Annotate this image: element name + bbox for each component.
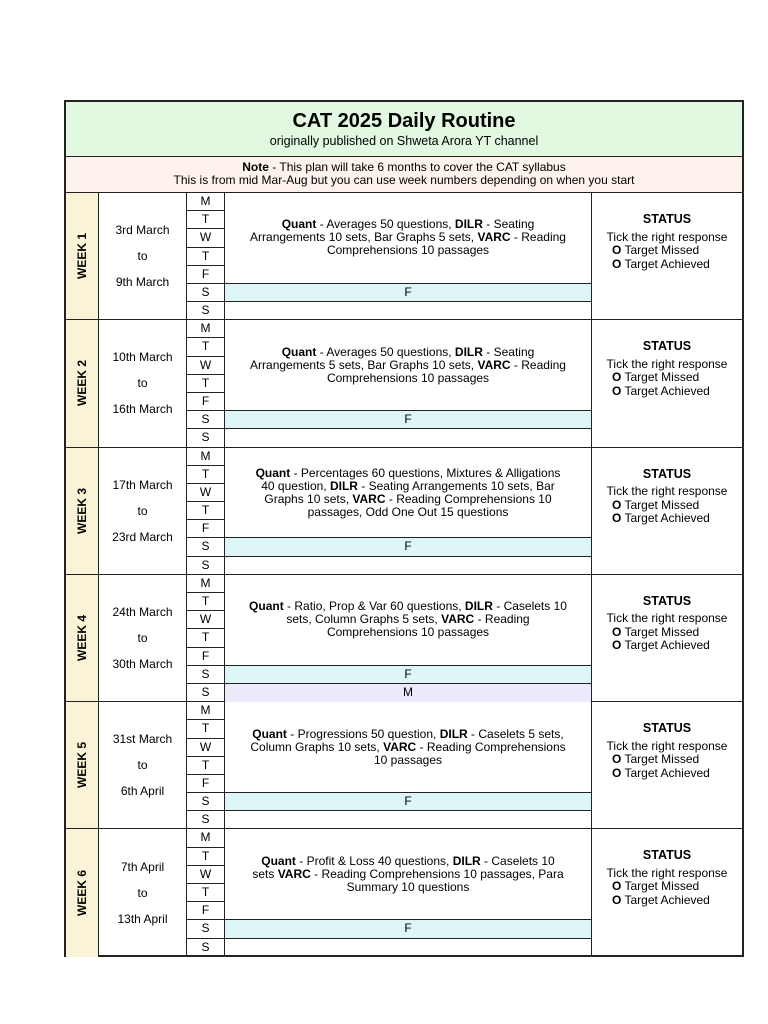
date-from: 24th March <box>112 605 173 620</box>
day-cell: F <box>187 648 224 666</box>
day-cell: S <box>201 939 210 954</box>
task-subject: Quant <box>255 465 291 480</box>
day-cell: T <box>187 720 224 738</box>
task-subject: VARC <box>277 866 311 881</box>
weekday-task <box>225 575 591 666</box>
weekday-task <box>225 448 591 539</box>
option-bullet: O <box>612 765 622 780</box>
day-cell: T <box>187 848 224 866</box>
task-text: - Reading Comprehensions 10 passages, Para Summary 10 questions <box>310 866 564 894</box>
weekday-task <box>225 320 591 411</box>
task-column <box>225 575 592 701</box>
status-instruction: Tick the right response <box>606 229 728 244</box>
sunday-task <box>225 557 591 575</box>
status-option-achieved[interactable] <box>592 512 742 526</box>
day-cell: S <box>187 666 224 684</box>
weekday-task <box>225 193 591 284</box>
week-block <box>66 702 742 829</box>
status-instruction: Tick the right response <box>606 484 728 499</box>
status-instruction: Tick the right response <box>606 356 728 371</box>
week-label-cell <box>66 448 99 574</box>
status-option-missed[interactable] <box>592 626 742 640</box>
week-label: WEEK 5 <box>75 742 89 789</box>
day-cell: S <box>187 284 224 302</box>
weekday-task <box>225 829 591 920</box>
option-bullet: O <box>612 383 622 398</box>
date-from: 17th March <box>112 477 173 492</box>
date-range <box>99 193 187 319</box>
date-to-word: to <box>137 249 148 264</box>
task-subject: DILR <box>439 726 468 741</box>
task-subject: Quant <box>261 853 296 868</box>
day-cell: S <box>201 557 210 572</box>
option-bullet: O <box>612 511 622 526</box>
task-subject: DILR <box>452 853 481 868</box>
day-column <box>187 193 225 319</box>
saturday-task: F <box>225 538 591 556</box>
status-option-achieved[interactable] <box>592 639 742 653</box>
option-label: Target Missed <box>624 752 700 767</box>
task-subject: Quant <box>252 726 287 741</box>
saturday-task: F <box>225 666 591 684</box>
option-bullet: O <box>612 624 622 639</box>
option-label: Target Achieved <box>624 383 710 398</box>
task-text: - Reading Comprehensions 10 passages, Odd One Out 15 questions <box>307 491 552 519</box>
routine-sheet <box>64 100 744 957</box>
date-range <box>99 702 187 828</box>
option-bullet: O <box>612 892 622 907</box>
day-cell: M <box>187 829 224 847</box>
status-cell <box>592 448 742 574</box>
day-cell: S <box>201 303 210 318</box>
option-bullet: O <box>612 370 622 385</box>
task-text: - Percentages 60 questions, Mixtures & Alligations 40 question, <box>261 465 561 493</box>
task-text: - Reading Comprehensions 10 passages <box>326 230 566 258</box>
task-text: - Averages 50 questions, <box>316 217 455 232</box>
week-label: WEEK 6 <box>75 870 89 917</box>
task-subject: VARC <box>441 612 475 627</box>
status-option-achieved[interactable] <box>592 385 742 399</box>
date-from: 31st March <box>112 732 173 747</box>
task-subject: VARC <box>477 230 511 245</box>
date-to: 30th March <box>112 657 173 672</box>
status-title: STATUS <box>642 721 692 736</box>
task-text: - Caselets 10 sets <box>252 853 555 881</box>
task-text: - Averages 50 questions, <box>316 344 455 359</box>
week-label-cell <box>66 193 99 319</box>
task-text: - Ratio, Prop & Var 60 questions, <box>283 599 465 614</box>
status-instruction: Tick the right response <box>606 611 728 626</box>
status-title: STATUS <box>642 593 692 608</box>
day-cell: F <box>187 902 224 920</box>
task-subject: DILR <box>454 344 483 359</box>
option-label: Target Missed <box>624 624 700 639</box>
week-label: WEEK 2 <box>75 360 89 407</box>
page-title: CAT 2025 Daily Routine <box>292 110 516 132</box>
day-cell: W <box>187 611 224 629</box>
day-cell: F <box>187 520 224 538</box>
task-subject: DILR <box>454 217 483 232</box>
note-text-1: - This plan will take 6 months to cover the CAT syllabus <box>268 160 566 174</box>
day-cell: W <box>187 484 224 502</box>
task-subject: Quant <box>281 217 317 232</box>
date-from: 3rd March <box>115 223 170 238</box>
task-column <box>225 702 592 828</box>
date-range <box>99 448 187 574</box>
saturday-task: F <box>225 920 591 938</box>
task-text: - Seating Arrangements 5 sets, Bar Graphs 10 sets, <box>250 344 535 372</box>
day-cell: M <box>187 448 224 466</box>
week-block <box>66 320 742 447</box>
sunday-task <box>225 302 591 320</box>
date-range <box>99 575 187 701</box>
day-column <box>187 829 225 956</box>
day-cell: S <box>187 538 224 556</box>
option-label: Target Achieved <box>624 638 710 653</box>
day-cell: F <box>187 393 224 411</box>
day-cell: T <box>187 502 224 520</box>
status-cell <box>592 702 742 828</box>
option-bullet: O <box>612 256 622 271</box>
week-block <box>66 575 742 702</box>
task-subject: Quant <box>249 599 284 614</box>
day-cell: W <box>187 357 224 375</box>
status-option-missed[interactable] <box>592 880 742 894</box>
date-to-word: to <box>137 886 148 901</box>
status-cell <box>592 193 742 319</box>
day-cell: T <box>187 211 224 229</box>
task-subject: Quant <box>281 344 317 359</box>
week-block <box>66 193 742 320</box>
status-option-achieved[interactable] <box>592 767 742 781</box>
day-cell: S <box>187 411 224 429</box>
week-label: WEEK 1 <box>75 233 89 280</box>
day-column <box>187 320 225 446</box>
day-cell: T <box>187 248 224 266</box>
status-instruction: Tick the right response <box>606 865 728 880</box>
status-option-missed[interactable] <box>592 371 742 385</box>
saturday-task: F <box>225 284 591 302</box>
day-cell: T <box>187 375 224 393</box>
option-bullet: O <box>612 497 622 512</box>
day-cell: T <box>187 629 224 647</box>
week-label-cell <box>66 320 99 446</box>
option-bullet: O <box>612 879 622 894</box>
day-column <box>187 448 225 574</box>
day-cell: T <box>187 593 224 611</box>
task-text: - Caselets 5 sets, Column Graphs 10 sets, <box>250 726 564 754</box>
day-cell: F <box>187 266 224 284</box>
day-cell: W <box>187 866 224 884</box>
status-option-achieved[interactable] <box>592 894 742 908</box>
week-block <box>66 448 742 575</box>
status-option-missed[interactable] <box>592 753 742 767</box>
day-cell: M <box>187 575 224 593</box>
day-column <box>187 702 225 828</box>
note-label: Note <box>242 160 269 174</box>
sunday-task <box>225 811 591 829</box>
task-column <box>225 829 592 956</box>
week-label: WEEK 3 <box>75 487 89 534</box>
status-title: STATUS <box>642 339 692 354</box>
date-to-word: to <box>137 758 148 773</box>
task-subject: DILR <box>464 599 493 614</box>
sunday-task: M <box>225 684 591 702</box>
title-box <box>66 102 742 157</box>
day-cell: S <box>187 920 224 938</box>
task-text: - Reading Comprehensions 10 passages <box>326 357 566 385</box>
day-cell: W <box>187 739 224 757</box>
day-cell: S <box>201 684 210 699</box>
sunday-task <box>225 939 591 957</box>
task-text: - Reading Comprehensions 10 passages <box>373 739 566 767</box>
status-option-achieved[interactable] <box>592 258 742 272</box>
week-label-cell <box>66 575 99 701</box>
day-cell: S <box>201 812 210 827</box>
status-option-missed[interactable] <box>592 499 742 513</box>
task-subject: VARC <box>383 739 417 754</box>
status-title: STATUS <box>642 848 692 863</box>
task-subject: DILR <box>329 478 358 493</box>
day-cell: M <box>187 193 224 211</box>
day-cell: F <box>187 775 224 793</box>
option-bullet: O <box>612 638 622 653</box>
task-text: - Seating Arrangements 10 sets, Bar Graphs 10 sets, <box>264 478 555 506</box>
option-bullet: O <box>612 752 622 767</box>
day-cell: M <box>187 702 224 720</box>
date-to: 16th March <box>112 402 173 417</box>
task-column <box>225 193 592 319</box>
option-label: Target Missed <box>624 370 700 385</box>
date-to: 13th April <box>117 912 168 927</box>
sunday-task <box>225 429 591 447</box>
option-bullet: O <box>612 243 622 257</box>
day-cell: W <box>187 229 224 247</box>
option-label: Target Achieved <box>624 765 710 780</box>
week-label-cell <box>66 702 99 828</box>
week-label-cell <box>66 829 99 956</box>
option-label: Target Missed <box>624 497 700 512</box>
option-label: Target Missed <box>624 879 700 894</box>
task-subject: VARC <box>477 357 511 372</box>
task-text: - Seating Arrangements 10 sets, Bar Graphs 5 sets, <box>250 217 535 245</box>
task-text: - Caselets 10 sets, Column Graphs 5 sets, <box>286 599 567 627</box>
status-title: STATUS <box>642 466 692 481</box>
task-text: - Progressions 50 question, <box>286 726 440 741</box>
day-cell: T <box>187 884 224 902</box>
option-label: Target Missed <box>624 243 700 257</box>
date-range <box>99 320 187 446</box>
status-title: STATUS <box>642 212 692 226</box>
option-label: Target Achieved <box>624 511 710 526</box>
status-instruction: Tick the right response <box>606 738 728 753</box>
day-cell: T <box>187 338 224 356</box>
option-label: Target Achieved <box>624 892 710 907</box>
date-from: 10th March <box>112 350 173 365</box>
day-cell: T <box>187 757 224 775</box>
week-label: WEEK 4 <box>75 615 89 662</box>
weeks-container <box>66 193 742 957</box>
task-subject: VARC <box>352 491 386 506</box>
date-to-word: to <box>137 503 148 518</box>
option-label: Target Achieved <box>624 256 710 271</box>
date-to-word: to <box>137 376 148 391</box>
saturday-task: F <box>225 793 591 811</box>
day-cell: S <box>201 430 210 445</box>
weekday-task <box>225 702 591 793</box>
day-column <box>187 575 225 701</box>
page-subtitle: originally published on Shweta Arora YT channel <box>269 134 539 148</box>
date-to: 6th April <box>120 784 165 799</box>
saturday-task: F <box>225 411 591 429</box>
date-range <box>99 829 187 956</box>
task-text: - Profit & Loss 40 questions, <box>295 853 453 868</box>
status-cell <box>592 320 742 446</box>
task-column <box>225 448 592 574</box>
status-option-missed[interactable] <box>592 244 742 258</box>
date-to: 23rd March <box>112 529 173 544</box>
task-text: - Reading Comprehensions 10 passages <box>326 612 530 640</box>
note-line-2: This is from mid Mar-Aug but you can use week numbers depending on when you start <box>173 173 635 187</box>
day-cell: M <box>187 320 224 338</box>
note-box <box>66 157 742 193</box>
week-block <box>66 829 742 956</box>
date-to-word: to <box>137 631 148 646</box>
status-cell <box>592 575 742 701</box>
day-cell: T <box>187 466 224 484</box>
date-to: 9th March <box>115 275 170 290</box>
task-column <box>225 320 592 446</box>
status-cell <box>592 829 742 956</box>
day-cell: S <box>187 793 224 811</box>
date-from: 7th April <box>120 860 165 875</box>
